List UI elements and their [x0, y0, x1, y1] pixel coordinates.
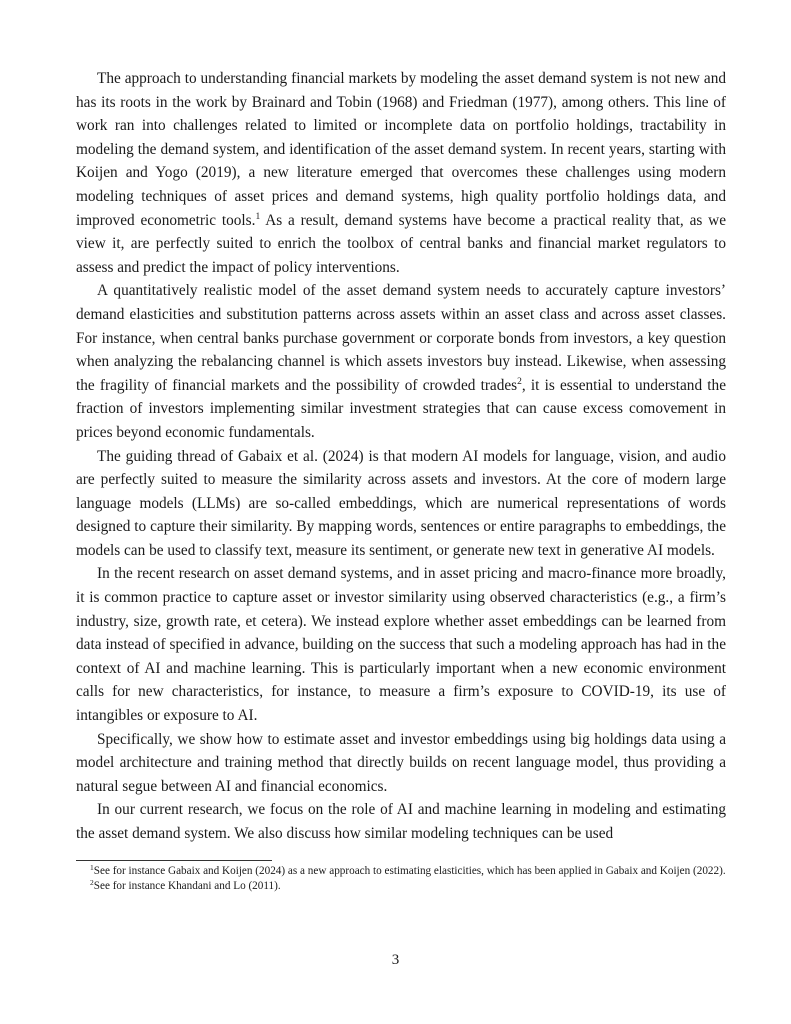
footnote-1: [76, 864, 726, 879]
footnote-ref-1[interactable]: 1: [255, 211, 261, 222]
footnote-2-text: See for instance Khandani and Lo (2011).: [93, 880, 281, 892]
footnotes: [76, 864, 726, 894]
footnote-1-text: See for instance Gabaix and Koijen (2024) as a new approach to estimating elasticities, which has been applied in Gabaix and Koijen (2022).: [93, 865, 726, 877]
footnote-2-marker: 2: [90, 878, 94, 887]
paragraph-1-text-a: The approach to understanding financial markets by modeling the asset demand system is not new and has its roots in the work by Brainard and Tobin (1968) and Friedman (1977), among others. This line of work ran into challenges related to limited or incomplete data on portfolio holdings, tractability in modeling the demand system, and identification of the asset demand system. In recent years, starting with Koijen and Yogo (2019), a new literature emerged that overcomes these challenges using modern modeling techniques of asset prices and demand systems, high quality portfolio holdings data, and improved econometric tools.: [76, 70, 726, 229]
paragraph-2: [76, 279, 726, 444]
paragraph-1-text-b: As a result, demand systems have become a practical reality that, as we view it, are perfectly suited to enrich the toolbox of central banks and financial market regulators to assess and predict the impact of policy interventions.: [76, 211, 726, 276]
footnote-2: [76, 879, 726, 894]
footnote-divider: [76, 860, 272, 861]
footnote-1-marker: 1: [90, 863, 94, 872]
paragraph-2-text-a: A quantitatively realistic model of the asset demand system needs to accurately capture investors’ demand elasticities and substitution patterns across assets within an asset class and across asset classes. For instance, when central banks purchase government or corporate bonds from investors, a key question when analyzing the rebalancing channel is which assets investors buy instead. Likewise, when assessing the fragility of financial markets and the possibility of crowded trades: [76, 282, 726, 394]
page-number: 3: [391, 952, 400, 968]
paragraph-2-text-b: , it is essential to understand the fraction of investors implementing similar investment strategies that can cause excess comovement in prices beyond economic fundamentals.: [76, 376, 726, 441]
paragraph-5: Specifically, we show how to estimate asset and investor embeddings using big holdings data using a model architecture and training method that directly builds on recent language model, thus providing a natural segue between AI and financial economics.: [76, 730, 726, 795]
footnote-ref-2[interactable]: 2: [517, 376, 522, 387]
paragraph-4: In the recent research on asset demand systems, and in asset pricing and macro-finance more broadly, it is common practice to capture asset or investor similarity using observed characteristics (e.g., a firm’s industry, size, growth rate, et cetera). We instead explore whether asset embeddings can be learned from data instead of specified in advance, building on the success that such a modeling approach has had in the context of AI and machine learning. This is particularly important when a new economic environment calls for new characteristics, for instance, to measure a firm’s exposure to COVID-19, its use of intangibles or exposure to AI.: [76, 565, 726, 725]
paragraph-3: The guiding thread of Gabaix et al. (2024) is that modern AI models for language, vision, and audio are perfectly suited to measure the similarity across assets and investors. At the core of modern large language models (LLMs) are so-called embeddings, which are numerical representations of words designed to capture their similarity. By mapping words, sentences or entire paragraphs to embeddings, the models can be used to classify text, measure its sentiment, or generate new text in generative AI models.: [76, 447, 726, 559]
paragraph-6: In our current research, we focus on the role of AI and machine learning in modeling and estimating the asset demand system. We also discuss how similar modeling techniques can be used: [76, 801, 726, 842]
paragraph-1: [76, 67, 726, 279]
body-text: [76, 67, 726, 846]
